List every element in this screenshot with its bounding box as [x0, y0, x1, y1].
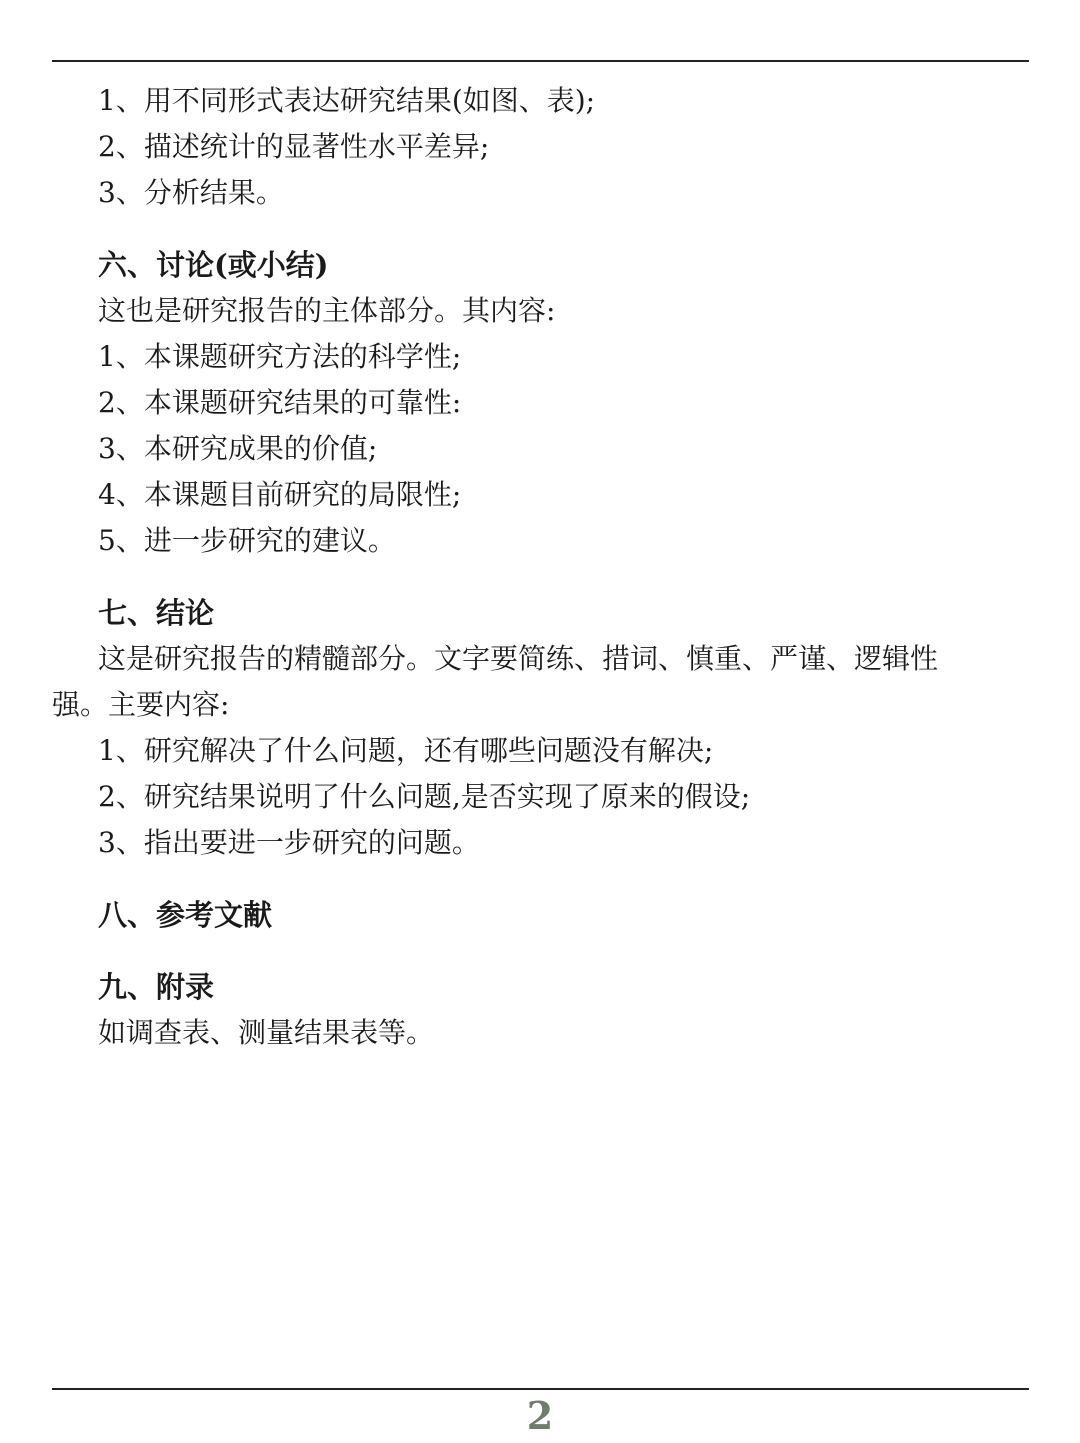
list-item: 3、本研究成果的价值;	[98, 432, 378, 465]
list-item: 1、用不同形式表达研究结果(如图、表);	[98, 84, 596, 117]
list-item: 2、描述统计的显著性水平差异;	[98, 130, 490, 163]
list-item: 4、本课题目前研究的局限性;	[98, 478, 462, 511]
list-item: 1、研究解决了什么问题，还有哪些问题没有解决;	[98, 734, 714, 767]
conclusion-intro-line2: 强。主要内容:	[52, 688, 230, 721]
list-item: 2、研究结果说明了什么问题,是否实现了原来的假设;	[98, 780, 751, 813]
list-item: 3、分析结果。	[98, 176, 284, 209]
results-list	[52, 78, 1029, 216]
document-body	[52, 78, 1029, 1056]
conclusion-intro-line1: 这是研究报告的精髓部分。文字要简练、措词、慎重、严谨、逻辑性	[98, 642, 939, 675]
list-item: 1、本课题研究方法的科学性;	[98, 340, 462, 373]
list-item: 5、进一步研究的建议。	[98, 524, 396, 557]
conclusion-heading: 七、结论	[98, 596, 215, 630]
bottom-rule	[52, 1388, 1029, 1390]
discussion-intro: 这也是研究报告的主体部分。其内容:	[98, 294, 556, 327]
references-heading: 八、参考文献	[98, 898, 273, 932]
page-number: 2	[526, 1393, 554, 1438]
list-item: 3、指出要进一步研究的问题。	[98, 826, 480, 859]
list-item: 2、本课题研究结果的可靠性:	[98, 386, 462, 419]
discussion-heading: 六、讨论(或小结)	[98, 248, 329, 282]
top-rule	[52, 60, 1029, 62]
conclusion-list	[52, 728, 1029, 866]
discussion-list	[52, 334, 1029, 564]
appendix-heading: 九、附录	[98, 970, 215, 1004]
appendix-text: 如调查表、测量结果表等。	[98, 1016, 435, 1049]
